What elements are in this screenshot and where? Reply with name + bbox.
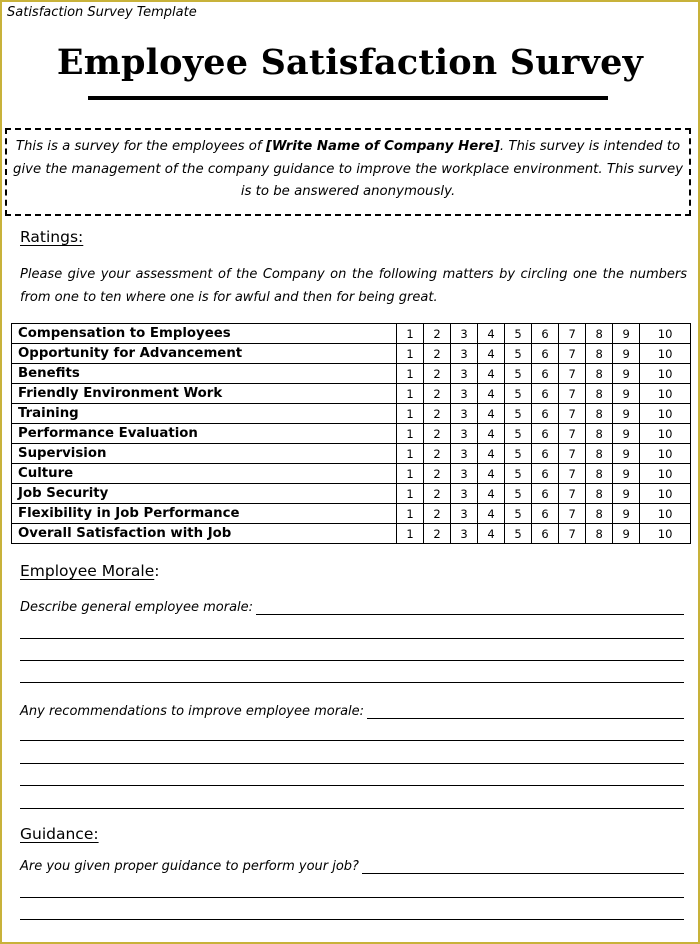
rating-option[interactable]: 2 xyxy=(424,424,451,444)
rating-option[interactable]: 5 xyxy=(505,464,532,484)
intro-text-part2: . This survey is intended to give the management of the company guidance to improve the workplace environment. This survey is to be answered anonymously. xyxy=(13,139,683,199)
rating-option[interactable]: 1 xyxy=(397,484,424,504)
rating-option[interactable]: 1 xyxy=(397,324,424,344)
rating-item-label: Benefits xyxy=(12,364,397,384)
rating-option[interactable]: 6 xyxy=(532,404,559,424)
guidance-question-1 xyxy=(20,859,684,874)
rating-option[interactable]: 10 xyxy=(640,364,691,384)
morale-answer-2-line-2[interactable] xyxy=(20,740,684,741)
guidance-answer-1-line[interactable] xyxy=(362,861,684,874)
rating-option[interactable]: 10 xyxy=(640,344,691,364)
rating-option[interactable]: 3 xyxy=(451,524,478,544)
rating-option[interactable]: 1 xyxy=(397,404,424,424)
rating-option[interactable]: 2 xyxy=(424,444,451,464)
rating-option[interactable]: 8 xyxy=(586,464,613,484)
morale-question-1-label: Describe general employee morale: xyxy=(20,600,254,615)
rating-option[interactable]: 9 xyxy=(613,444,640,464)
rating-option[interactable]: 9 xyxy=(613,484,640,504)
rating-option[interactable]: 10 xyxy=(640,324,691,344)
rating-row xyxy=(12,384,691,404)
rating-option[interactable]: 2 xyxy=(424,524,451,544)
rating-option[interactable]: 9 xyxy=(613,364,640,384)
rating-option[interactable]: 5 xyxy=(505,384,532,404)
rating-option[interactable]: 3 xyxy=(451,424,478,444)
rating-row xyxy=(12,444,691,464)
rating-option[interactable]: 6 xyxy=(532,344,559,364)
rating-option[interactable]: 5 xyxy=(505,484,532,504)
intro-text xyxy=(13,136,683,204)
rating-option[interactable]: 6 xyxy=(532,504,559,524)
rating-option[interactable]: 2 xyxy=(424,504,451,524)
guidance-answer-1-line-3[interactable] xyxy=(20,919,684,920)
rating-option[interactable]: 1 xyxy=(397,444,424,464)
guidance-question-1-label: Are you given proper guidance to perform your job? xyxy=(20,859,359,874)
morale-heading-label: Employee Morale xyxy=(20,562,155,580)
company-name-placeholder: [Write Name of Company Here] xyxy=(265,139,500,154)
rating-option[interactable]: 5 xyxy=(505,364,532,384)
rating-option[interactable]: 4 xyxy=(478,364,505,384)
morale-answer-1-line[interactable] xyxy=(256,602,684,615)
rating-option[interactable]: 3 xyxy=(451,384,478,404)
page-title: Employee Satisfaction Survey xyxy=(56,42,644,83)
rating-option[interactable]: 5 xyxy=(505,344,532,364)
rating-option[interactable]: 10 xyxy=(640,404,691,424)
rating-option[interactable]: 5 xyxy=(505,444,532,464)
rating-option[interactable]: 3 xyxy=(451,464,478,484)
rating-option[interactable]: 4 xyxy=(478,524,505,544)
rating-option[interactable]: 1 xyxy=(397,344,424,364)
title-underline xyxy=(88,96,608,100)
morale-question-1 xyxy=(20,600,684,615)
rating-option[interactable]: 6 xyxy=(532,464,559,484)
rating-option[interactable]: 5 xyxy=(505,404,532,424)
rating-option[interactable]: 3 xyxy=(451,504,478,524)
rating-option[interactable]: 1 xyxy=(397,384,424,404)
rating-option[interactable]: 10 xyxy=(640,504,691,524)
rating-row xyxy=(12,484,691,504)
rating-option[interactable]: 6 xyxy=(532,384,559,404)
ratings-instructions: Please give your assessment of the Company on the following matters by circling one the numbers from one to ten where one is for awful and then for being great. xyxy=(20,267,687,305)
rating-option[interactable]: 3 xyxy=(451,404,478,424)
rating-option[interactable]: 7 xyxy=(559,404,586,424)
rating-option[interactable]: 7 xyxy=(559,444,586,464)
rating-option[interactable]: 9 xyxy=(613,504,640,524)
rating-option[interactable]: 6 xyxy=(532,484,559,504)
rating-option[interactable]: 10 xyxy=(640,484,691,504)
rating-option[interactable]: 4 xyxy=(478,444,505,464)
rating-option[interactable]: 6 xyxy=(532,524,559,544)
rating-option[interactable]: 4 xyxy=(478,484,505,504)
rating-option[interactable]: 8 xyxy=(586,324,613,344)
rating-option[interactable]: 5 xyxy=(505,424,532,444)
rating-row xyxy=(12,364,691,384)
guidance-answer-1-line-2[interactable] xyxy=(20,897,684,898)
rating-option[interactable]: 1 xyxy=(397,364,424,384)
rating-option[interactable]: 10 xyxy=(640,464,691,484)
ratings-table-body xyxy=(12,324,691,544)
rating-option[interactable]: 9 xyxy=(613,344,640,364)
rating-option[interactable]: 8 xyxy=(586,384,613,404)
morale-answer-2-line-5[interactable] xyxy=(20,808,684,809)
guidance-heading xyxy=(20,825,99,843)
morale-question-2 xyxy=(20,704,684,719)
rating-option[interactable]: 5 xyxy=(505,524,532,544)
rating-option[interactable]: 5 xyxy=(505,504,532,524)
rating-row xyxy=(12,464,691,484)
rating-option[interactable]: 7 xyxy=(559,524,586,544)
rating-option[interactable]: 2 xyxy=(424,344,451,364)
rating-option[interactable]: 7 xyxy=(559,424,586,444)
rating-option[interactable]: 9 xyxy=(613,404,640,424)
rating-option[interactable]: 9 xyxy=(613,424,640,444)
rating-option[interactable]: 4 xyxy=(478,464,505,484)
rating-option[interactable]: 1 xyxy=(397,424,424,444)
rating-item-label: Opportunity for Advancement xyxy=(12,344,397,364)
intro-text-part1: This is a survey for the employees of xyxy=(15,139,266,154)
rating-row xyxy=(12,404,691,424)
rating-option[interactable]: 10 xyxy=(640,424,691,444)
rating-option[interactable]: 6 xyxy=(532,364,559,384)
rating-option[interactable]: 2 xyxy=(424,384,451,404)
guidance-heading-label: Guidance: xyxy=(20,825,99,843)
rating-option[interactable]: 4 xyxy=(478,404,505,424)
rating-option[interactable]: 3 xyxy=(451,344,478,364)
rating-option[interactable]: 8 xyxy=(586,444,613,464)
rating-option[interactable]: 10 xyxy=(640,524,691,544)
rating-option[interactable]: 2 xyxy=(424,404,451,424)
rating-option[interactable]: 4 xyxy=(478,324,505,344)
morale-answer-2-line-3[interactable] xyxy=(20,763,684,764)
rating-option[interactable]: 7 xyxy=(559,384,586,404)
rating-option[interactable]: 8 xyxy=(586,404,613,424)
rating-option[interactable]: 1 xyxy=(397,504,424,524)
rating-row xyxy=(12,324,691,344)
rating-option[interactable]: 1 xyxy=(397,524,424,544)
rating-item-label: Overall Satisfaction with Job xyxy=(12,524,397,544)
rating-option[interactable]: 2 xyxy=(424,324,451,344)
ratings-table xyxy=(11,323,691,544)
rating-item-label: Job Security xyxy=(12,484,397,504)
morale-answer-2-line[interactable] xyxy=(367,706,684,719)
rating-option[interactable]: 3 xyxy=(451,364,478,384)
rating-option[interactable]: 10 xyxy=(640,444,691,464)
rating-item-label: Compensation to Employees xyxy=(12,324,397,344)
rating-item-label: Flexibility in Job Performance xyxy=(12,504,397,524)
rating-option[interactable]: 6 xyxy=(532,424,559,444)
rating-item-label: Supervision xyxy=(12,444,397,464)
morale-answer-1-line-3[interactable] xyxy=(20,660,684,661)
rating-option[interactable]: 9 xyxy=(613,384,640,404)
rating-option[interactable]: 3 xyxy=(451,484,478,504)
morale-answer-1-line-2[interactable] xyxy=(20,638,684,639)
rating-option[interactable]: 7 xyxy=(559,464,586,484)
rating-option[interactable]: 2 xyxy=(424,364,451,384)
morale-answer-2-line-4[interactable] xyxy=(20,785,684,786)
morale-heading xyxy=(20,562,160,580)
rating-option[interactable]: 4 xyxy=(478,424,505,444)
rating-option[interactable]: 7 xyxy=(559,484,586,504)
rating-option[interactable]: 9 xyxy=(613,324,640,344)
ratings-heading xyxy=(20,228,83,246)
rating-option[interactable]: 7 xyxy=(559,364,586,384)
rating-option[interactable]: 4 xyxy=(478,384,505,404)
rating-option[interactable]: 2 xyxy=(424,464,451,484)
rating-item-label: Performance Evaluation xyxy=(12,424,397,444)
rating-item-label: Training xyxy=(12,404,397,424)
morale-question-2-label: Any recommendations to improve employee morale: xyxy=(20,704,365,719)
rating-option[interactable]: 6 xyxy=(532,444,559,464)
rating-option[interactable]: 4 xyxy=(478,344,505,364)
rating-option[interactable]: 3 xyxy=(451,324,478,344)
rating-option[interactable]: 9 xyxy=(613,464,640,484)
rating-option[interactable]: 8 xyxy=(586,524,613,544)
rating-option[interactable]: 8 xyxy=(586,424,613,444)
rating-option[interactable]: 7 xyxy=(559,504,586,524)
rating-option[interactable]: 8 xyxy=(586,504,613,524)
rating-row xyxy=(12,344,691,364)
rating-option[interactable]: 7 xyxy=(559,344,586,364)
ratings-heading-label: Ratings: xyxy=(20,228,84,246)
rating-option[interactable]: 9 xyxy=(613,524,640,544)
rating-option[interactable]: 5 xyxy=(505,324,532,344)
morale-heading-colon: : xyxy=(154,562,160,580)
rating-option[interactable]: 8 xyxy=(586,364,613,384)
rating-option[interactable]: 6 xyxy=(532,324,559,344)
rating-option[interactable]: 8 xyxy=(586,344,613,364)
morale-answer-1-line-4[interactable] xyxy=(20,682,684,683)
rating-row xyxy=(12,504,691,524)
rating-item-label: Culture xyxy=(12,464,397,484)
rating-row xyxy=(12,424,691,444)
rating-row xyxy=(12,524,691,544)
rating-option[interactable]: 10 xyxy=(640,384,691,404)
rating-option[interactable]: 1 xyxy=(397,464,424,484)
rating-option[interactable]: 3 xyxy=(451,444,478,464)
rating-option[interactable]: 8 xyxy=(586,484,613,504)
template-title: Satisfaction Survey Template xyxy=(7,5,197,20)
rating-option[interactable]: 2 xyxy=(424,484,451,504)
rating-item-label: Friendly Environment Work xyxy=(12,384,397,404)
rating-option[interactable]: 7 xyxy=(559,324,586,344)
intro-box xyxy=(5,128,691,216)
rating-option[interactable]: 4 xyxy=(478,504,505,524)
